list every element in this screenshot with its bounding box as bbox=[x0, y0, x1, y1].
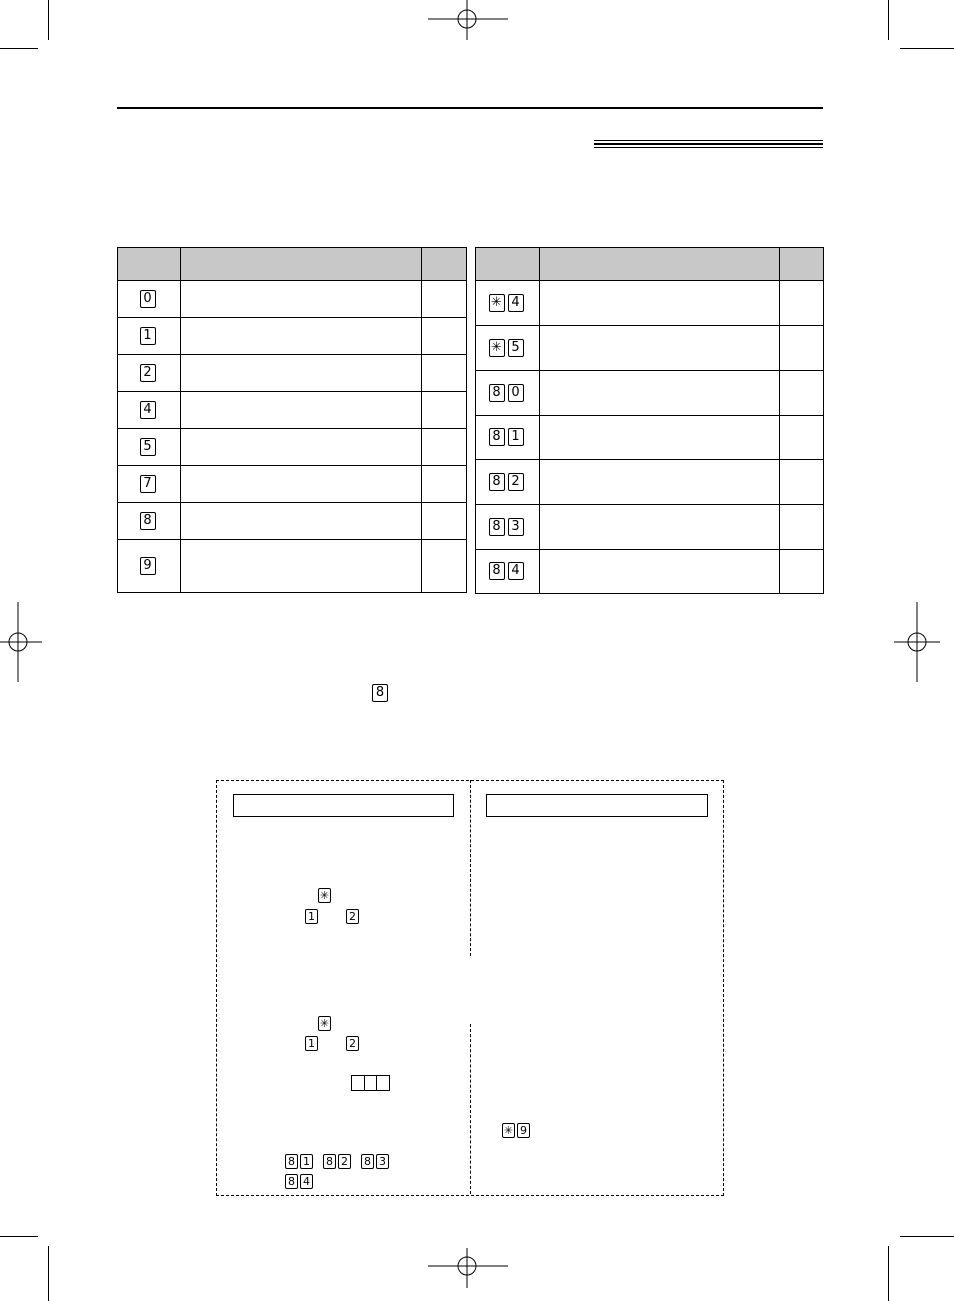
table-row bbox=[118, 503, 467, 540]
table-header bbox=[476, 248, 824, 281]
table-row bbox=[476, 505, 824, 550]
crop-mark bbox=[900, 48, 954, 49]
crop-mark bbox=[48, 1246, 49, 1301]
key-icon: ✳ bbox=[319, 889, 330, 902]
key-icon: 1 bbox=[305, 1036, 318, 1051]
key-icon: 9 bbox=[517, 1123, 530, 1138]
table-row bbox=[476, 550, 824, 594]
feature-table-right bbox=[475, 247, 824, 594]
crop-mark bbox=[888, 1246, 889, 1301]
key-icon: 1 bbox=[305, 909, 318, 924]
key-icon: 8 bbox=[323, 1154, 336, 1169]
key-icon: 4 bbox=[508, 562, 524, 580]
key-icon: ✳ bbox=[319, 1017, 330, 1030]
crop-mark bbox=[888, 0, 889, 40]
section-title-rule bbox=[594, 140, 823, 150]
key-icon: 1 bbox=[508, 428, 524, 446]
column-heading-box bbox=[486, 794, 708, 817]
key-icon: 8 bbox=[285, 1154, 298, 1169]
key-icon: 9 bbox=[140, 557, 156, 575]
entry-cells bbox=[351, 1075, 390, 1091]
key-sequence bbox=[285, 1173, 315, 1191]
key-icon: 0 bbox=[140, 290, 156, 308]
table-row bbox=[476, 460, 824, 505]
key-icon: 8 bbox=[361, 1154, 374, 1169]
key-icon: 0 bbox=[508, 384, 524, 402]
crop-mark bbox=[48, 0, 49, 40]
key-icon: ✳ bbox=[489, 339, 505, 357]
key-icon: ✳ bbox=[503, 1124, 514, 1138]
key-icon: 2 bbox=[338, 1154, 351, 1169]
key-icon: 5 bbox=[508, 339, 524, 357]
key-icon: 3 bbox=[508, 518, 524, 536]
key-icon: 1 bbox=[140, 327, 156, 345]
key-icon: 8 bbox=[489, 518, 505, 536]
key-icon: 8 bbox=[140, 512, 156, 530]
key-icon: 1 bbox=[300, 1154, 313, 1169]
table-row bbox=[118, 355, 467, 392]
key-icon: 8 bbox=[372, 684, 388, 702]
key-icon: 8 bbox=[489, 473, 505, 491]
crop-mark bbox=[900, 1236, 954, 1237]
key-icon: 5 bbox=[140, 438, 156, 456]
table-row bbox=[476, 326, 824, 371]
registration-mark-icon bbox=[894, 602, 954, 682]
table-row bbox=[476, 371, 824, 416]
instruction-box-divider bbox=[470, 1024, 471, 1194]
key-icon: 8 bbox=[489, 428, 505, 446]
instruction-box-divider bbox=[470, 780, 471, 956]
key-icon: 2 bbox=[346, 909, 359, 924]
table-row bbox=[118, 540, 467, 593]
header-rule bbox=[117, 107, 823, 109]
key-icon: 2 bbox=[508, 473, 524, 491]
key-icon: 7 bbox=[140, 475, 156, 493]
column-heading-box bbox=[233, 794, 454, 817]
key-icon: 2 bbox=[140, 364, 156, 382]
feature-table-left bbox=[117, 247, 467, 593]
registration-mark-icon bbox=[0, 602, 42, 682]
registration-mark-icon bbox=[428, 0, 508, 40]
table-row bbox=[118, 429, 467, 466]
crop-mark bbox=[0, 48, 38, 49]
key-sequence bbox=[285, 1153, 391, 1171]
table-row bbox=[476, 281, 824, 326]
key-icon: 8 bbox=[285, 1174, 298, 1189]
table-row bbox=[476, 416, 824, 460]
table-header bbox=[118, 248, 467, 281]
table-row bbox=[118, 466, 467, 503]
table-row bbox=[118, 281, 467, 318]
table-row bbox=[118, 392, 467, 429]
key-icon: 8 bbox=[489, 384, 505, 402]
key-icon: 3 bbox=[376, 1154, 389, 1169]
key-icon: 8 bbox=[489, 562, 505, 580]
table-row bbox=[118, 318, 467, 355]
key-icon: 2 bbox=[346, 1036, 359, 1051]
key-icon: 4 bbox=[140, 401, 156, 419]
key-icon: 4 bbox=[300, 1174, 313, 1189]
key-icon: ✳ bbox=[489, 294, 505, 312]
registration-mark-icon bbox=[428, 1248, 508, 1288]
key-icon: 4 bbox=[508, 294, 524, 312]
crop-mark bbox=[0, 1236, 38, 1237]
key-sequence bbox=[502, 1122, 532, 1140]
